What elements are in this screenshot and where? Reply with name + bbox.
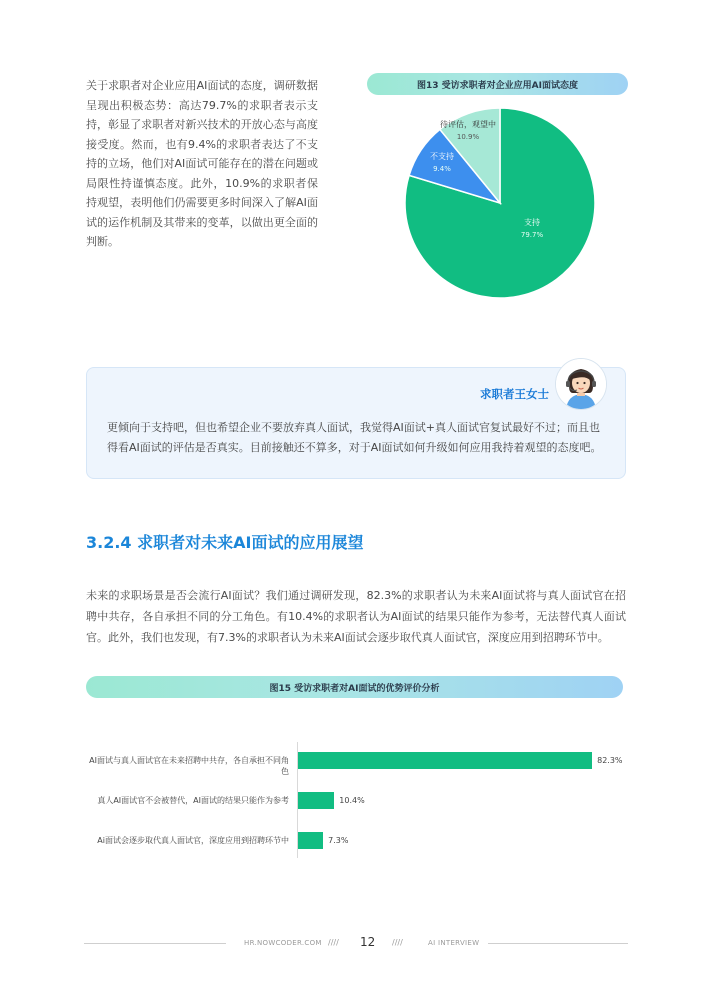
- future-outlook-bar-chart: [84, 740, 644, 860]
- bar: [297, 792, 334, 809]
- figure15-title-bar: [86, 676, 623, 698]
- footer-divider-left: [84, 943, 226, 944]
- quote-speaker-name: 求职者王女士: [480, 387, 549, 401]
- bar-value-label: 82.3%: [597, 756, 623, 765]
- footer-website: HR.NOWCODER.COM: [244, 939, 322, 947]
- pie-label: 待评估，观望中: [440, 120, 496, 129]
- figure13-title-bar: [367, 73, 628, 95]
- bar-category-label: AI面试与真人面试官在未来招聘中共存，各自承担不同角色: [89, 756, 289, 776]
- bar-axis-line: [297, 742, 298, 858]
- footer-tagline: AI INTERVIEW: [428, 939, 480, 947]
- bar-category-label: Ai面试会逐步取代真人面试官，深度应用到招聘环节中: [97, 836, 289, 845]
- figure15-title: 图15 受访求职者对AI面试的优势评价分析: [269, 683, 440, 694]
- figure13-title: 图13 受访求职者对企业应用AI面试态度: [417, 80, 578, 91]
- footer-separator: ////: [392, 938, 403, 947]
- section-title: 3.2.4 求职者对未来AI面试的应用展望: [86, 533, 364, 552]
- bar: [297, 832, 323, 849]
- pie-value-label: 10.9%: [456, 133, 480, 141]
- intro-paragraph: 关于求职者对企业应用AI面试的态度，调研数据呈现出积极态势：高达79.7%的求职者表示支持，彰显了求职者对新兴技术的开放心态与高度接受度。然而，也有9.4%的求职者表达了不支持的立场，他们对AI面试可能存在的潜在问题或局限性持谨慎态度。此外，10.9%的求职者保持观望，表明他们仍需要更多时间深入了解AI面试的运作机制及其带来的变革，以做出更全面的判断。: [86, 79, 318, 248]
- footer-separator: ////: [328, 938, 339, 947]
- pie-label: 支持: [524, 218, 540, 227]
- woman-avatar-icon: [556, 359, 606, 409]
- bar: [297, 752, 592, 769]
- avatar: [555, 358, 607, 410]
- footer-divider-right: [488, 943, 628, 944]
- quote-box: [86, 367, 626, 479]
- pie-value-label: 9.4%: [433, 165, 451, 173]
- pie-value-label: 79.7%: [520, 231, 544, 239]
- bar-value-label: 7.3%: [328, 836, 349, 845]
- pie-label: 不支持: [430, 152, 454, 161]
- quote-text: 更倾向于支持吧，但也希望企业不要放弃真人面试，我觉得AI面试+真人面试官复试最好不过；而且也得看AI面试的评估是否真实。目前接触还不算多，对于AI面试如何升级如何应用我持着观望的态度吧。: [107, 421, 602, 454]
- section-paragraph: 未来的求职场景是否会流行AI面试？我们通过调研发现，82.3%的求职者认为未来AI面试将与真人面试官在招聘中共存，各自承担不同的分工角色。有10.4%的求职者认为AI面试的结果只能作为参考，无法替代真人面试官。此外，我们也发现，有7.3%的求职者认为未来AI面试会逐步取代真人面试官，深度应用到招聘环节中。: [86, 589, 626, 644]
- page-number: 12: [360, 935, 376, 949]
- bar-category-label: 真人AI面试官不会被替代，AI面试的结果只能作为参考: [97, 796, 289, 805]
- attitude-pie-chart: [400, 103, 600, 303]
- bar-value-label: 10.4%: [339, 796, 365, 805]
